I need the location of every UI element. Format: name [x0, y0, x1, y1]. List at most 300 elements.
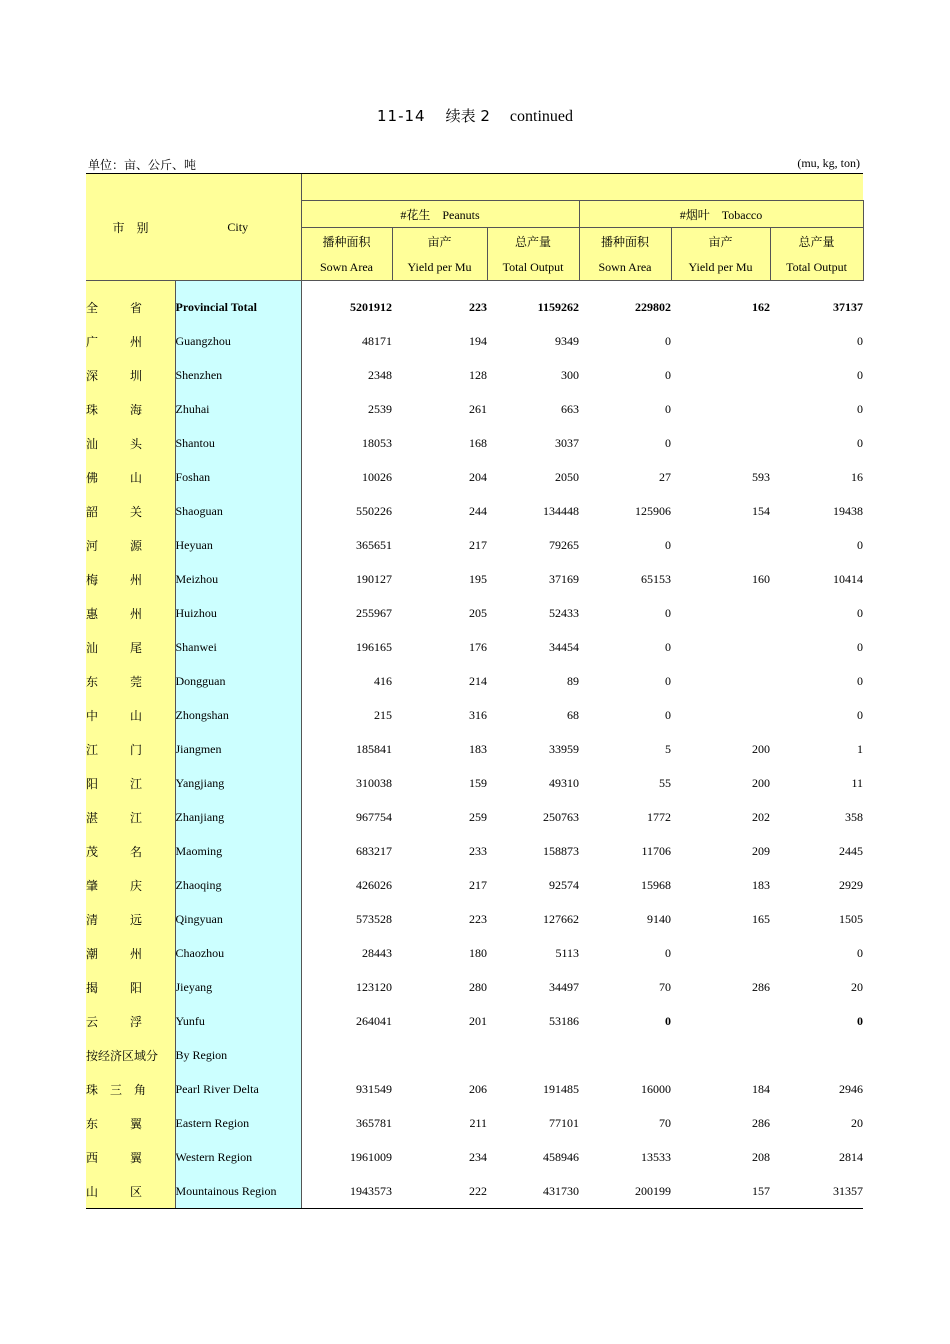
- value-cell: 9140: [647, 911, 671, 926]
- value-cell: 0: [665, 605, 671, 620]
- value-cell: 208: [752, 1149, 770, 1164]
- header-col-cn: 播种面积: [579, 228, 671, 255]
- table-row: [86, 290, 863, 324]
- row-name-cn-char: 莞: [130, 674, 143, 689]
- table-row: [86, 1038, 863, 1072]
- row-name-cn-char: 揭: [86, 980, 99, 995]
- value-cell: 168: [469, 435, 487, 450]
- row-name-cn-char: 清: [86, 912, 99, 927]
- table-row: [86, 358, 863, 392]
- value-cell: 0: [857, 673, 864, 688]
- header-col-cn: 亩产: [671, 228, 770, 255]
- header-col-cn: 总产量: [487, 228, 579, 255]
- row-name-en: Dongguan: [175, 664, 301, 698]
- value-cell: 255967: [301, 596, 392, 630]
- row-name-cn: [86, 868, 175, 902]
- row-name-cn: [86, 1140, 175, 1174]
- value-cell: 11706: [641, 843, 671, 858]
- value-cell: 0: [665, 537, 671, 552]
- row-name-cn-char: 东: [86, 674, 99, 689]
- row-name-en: Shenzhen: [175, 358, 301, 392]
- row-name-en: Guangzhou: [175, 324, 301, 358]
- row-name-en: Western Region: [175, 1140, 301, 1174]
- value-cell: 206: [469, 1081, 487, 1096]
- row-name-cn-char: 头: [130, 436, 143, 451]
- value-cell: 1943573: [301, 1174, 392, 1209]
- table-row: [86, 324, 863, 358]
- value-cell: 37137: [833, 299, 864, 314]
- value-cell: 0: [857, 1013, 864, 1028]
- value-cell: 931549: [301, 1072, 392, 1106]
- value-cell: 185841: [301, 732, 392, 766]
- row-name-cn: [86, 562, 175, 596]
- table-row: [86, 766, 863, 800]
- value-cell: 280: [469, 979, 487, 994]
- value-cell: 205: [469, 605, 487, 620]
- spacer-cell: [175, 281, 301, 291]
- value-cell: [671, 664, 770, 698]
- row-name-cn-char: 江: [130, 776, 143, 791]
- value-cell: 16000: [641, 1081, 671, 1096]
- row-name-cn-char: 湛: [86, 810, 99, 825]
- value-cell: [671, 596, 770, 630]
- row-name-cn: [86, 1174, 175, 1209]
- row-name-cn-char: 云: [86, 1014, 99, 1029]
- row-name-cn: [86, 290, 175, 324]
- value-cell: 1772: [647, 809, 671, 824]
- row-name-cn-char: 州: [130, 572, 143, 587]
- value-cell: 5201912: [301, 290, 392, 324]
- value-cell: 19438: [833, 503, 864, 518]
- value-cell: 261: [469, 401, 487, 416]
- spacer-cell: [301, 281, 863, 291]
- value-cell: 234: [469, 1149, 487, 1164]
- value-cell: 458946: [543, 1149, 579, 1164]
- value-cell: 28443: [301, 936, 392, 970]
- row-name-en: Eastern Region: [175, 1106, 301, 1140]
- value-cell: 365651: [301, 528, 392, 562]
- value-cell: [487, 1038, 579, 1072]
- row-name-cn-char: 深: [86, 368, 99, 383]
- value-cell: 123120: [301, 970, 392, 1004]
- value-cell: 16: [851, 469, 864, 484]
- value-cell: 300: [561, 367, 579, 382]
- value-cell: 20: [851, 979, 864, 994]
- value-cell: 0: [665, 333, 671, 348]
- value-cell: 0: [857, 945, 864, 960]
- row-name-cn-char: 西: [86, 1150, 99, 1165]
- row-name-cn-char: 佛: [86, 470, 99, 485]
- row-name-cn-char: 汕: [86, 436, 99, 451]
- value-cell: 159: [469, 775, 487, 790]
- row-name-cn-char: 庆: [130, 878, 143, 893]
- value-cell: 162: [752, 299, 770, 314]
- row-name-en: Jiangmen: [175, 732, 301, 766]
- value-cell: 125906: [635, 503, 671, 518]
- spacer-row: [86, 281, 863, 291]
- value-cell: 310038: [301, 766, 392, 800]
- table-row: [86, 528, 863, 562]
- row-name-cn: [86, 426, 175, 460]
- value-cell: 316: [469, 707, 487, 722]
- value-cell: 211: [469, 1115, 487, 1130]
- row-name-cn-char: 珠: [86, 402, 99, 417]
- row-name-cn: [86, 1106, 175, 1140]
- value-cell: 134448: [543, 503, 579, 518]
- value-cell: 264041: [301, 1004, 392, 1038]
- value-cell: 214: [469, 673, 487, 688]
- value-cell: 204: [469, 469, 487, 484]
- value-cell: 49310: [549, 775, 579, 790]
- value-cell: [671, 698, 770, 732]
- row-name-cn-char: 名: [130, 844, 143, 859]
- value-cell: 573528: [301, 902, 392, 936]
- row-name-en: By Region: [175, 1038, 301, 1072]
- unit-label-cn: 单位：亩、公斤、吨: [88, 158, 197, 172]
- value-cell: 128: [469, 367, 487, 382]
- value-cell: 0: [857, 333, 864, 348]
- value-cell: 11: [851, 775, 864, 790]
- value-cell: 10414: [833, 571, 864, 586]
- value-cell: 286: [752, 1115, 770, 1130]
- value-cell: 183: [752, 877, 770, 892]
- value-cell: 0: [665, 639, 671, 654]
- row-name-cn-char: 山: [130, 470, 143, 485]
- row-name-en: Jieyang: [175, 970, 301, 1004]
- value-cell: 1159262: [537, 299, 579, 314]
- table-row: [86, 800, 863, 834]
- value-cell: 2050: [555, 469, 579, 484]
- row-name-en: Maoming: [175, 834, 301, 868]
- row-name-en: Yangjiang: [175, 766, 301, 800]
- value-cell: 191485: [543, 1081, 579, 1096]
- row-name-cn-char: 州: [130, 606, 143, 621]
- table-row: [86, 562, 863, 596]
- value-cell: [671, 392, 770, 426]
- value-cell: 9349: [555, 333, 579, 348]
- value-cell: 33959: [549, 741, 579, 756]
- value-cell: 20: [851, 1115, 864, 1130]
- value-cell: [671, 630, 770, 664]
- row-name-cn-char: 阳: [86, 776, 99, 791]
- value-cell: 157: [671, 1174, 770, 1209]
- row-name-cn-char: 江: [130, 810, 143, 825]
- value-cell: 593: [752, 469, 770, 484]
- value-cell: 2946: [839, 1081, 864, 1096]
- value-cell: [671, 1004, 770, 1038]
- header-group-tobacco: #烟叶 Tobacco: [579, 201, 863, 228]
- value-cell: [671, 528, 770, 562]
- header-col-cn: 播种面积: [301, 228, 392, 255]
- row-name-cn-char: 源: [130, 538, 143, 553]
- row-name-cn: [86, 698, 175, 732]
- row-name-cn: [86, 460, 175, 494]
- row-name-cn: [86, 630, 175, 664]
- value-cell: 1: [857, 741, 864, 756]
- row-name-cn-char: 尾: [130, 640, 143, 655]
- row-name-cn-char: 河: [86, 538, 99, 553]
- value-cell: 200: [752, 775, 770, 790]
- row-name-cn-char: 珠: [86, 1082, 99, 1097]
- header-city-cn: 市 别: [86, 174, 175, 281]
- value-cell: 550226: [301, 494, 392, 528]
- table-row: [86, 630, 863, 664]
- row-name-en: Yunfu: [175, 1004, 301, 1038]
- row-name-cn: [86, 1072, 175, 1106]
- row-name-en: Zhuhai: [175, 392, 301, 426]
- row-name-cn-char: 广: [86, 334, 99, 349]
- table-title: [0, 105, 950, 126]
- value-cell: 160: [752, 571, 770, 586]
- value-cell: 68: [567, 707, 579, 722]
- value-cell: 1505: [839, 911, 864, 926]
- row-name-cn-char: 韶: [86, 504, 99, 519]
- row-name-cn: [86, 494, 175, 528]
- value-cell: 426026: [301, 868, 392, 902]
- title-cn: 续表 2: [445, 107, 490, 125]
- table-row: [86, 1106, 863, 1140]
- value-cell: 18053: [301, 426, 392, 460]
- value-cell: 53186: [549, 1013, 579, 1028]
- value-cell: 201: [469, 1013, 487, 1028]
- value-cell: 70: [659, 979, 671, 994]
- value-cell: 365781: [301, 1106, 392, 1140]
- value-cell: [671, 324, 770, 358]
- value-cell: 183: [469, 741, 487, 756]
- row-name-cn: [86, 324, 175, 358]
- value-cell: [671, 936, 770, 970]
- value-cell: 5: [665, 741, 671, 756]
- table-row: [86, 460, 863, 494]
- value-cell: 223: [469, 299, 487, 314]
- value-cell: 2814: [839, 1149, 864, 1164]
- table-row: [86, 426, 863, 460]
- row-name-cn: [86, 936, 175, 970]
- table-row: [86, 970, 863, 1004]
- row-name-cn-char: 东: [86, 1116, 99, 1131]
- row-name-en: Heyuan: [175, 528, 301, 562]
- spacer-cell: [86, 281, 175, 291]
- row-name-cn-char: 关: [130, 504, 143, 519]
- row-name-en: Zhanjiang: [175, 800, 301, 834]
- row-name-cn-char: 山: [86, 1184, 99, 1199]
- row-name-cn: [86, 902, 175, 936]
- value-cell: 2445: [839, 843, 864, 858]
- row-name-cn-char: 阳: [130, 980, 143, 995]
- row-name-cn-char: 茂: [86, 844, 99, 859]
- value-cell: 52433: [549, 605, 579, 620]
- value-cell: 217: [469, 537, 487, 552]
- row-name-cn: [86, 664, 175, 698]
- row-name-cn-char: 远: [130, 912, 143, 927]
- value-cell: 200: [752, 741, 770, 756]
- row-name-cn-char: 州: [130, 946, 143, 961]
- row-name-cn-char: 中: [86, 708, 99, 723]
- row-name-cn-char: 浮: [130, 1014, 143, 1029]
- value-cell: 154: [752, 503, 770, 518]
- value-cell: [579, 1038, 671, 1072]
- row-name-cn: [86, 834, 175, 868]
- value-cell: 0: [857, 537, 864, 552]
- table-row: [86, 834, 863, 868]
- row-name-cn-char: 汕: [86, 640, 99, 655]
- header-col-en: Total Output: [770, 254, 863, 281]
- row-name-en: Provincial Total: [175, 290, 301, 324]
- value-cell: 194: [469, 333, 487, 348]
- statistics-table: [86, 173, 864, 1209]
- row-name-en: Meizhou: [175, 562, 301, 596]
- row-name-cn: [86, 596, 175, 630]
- table-row: [86, 392, 863, 426]
- value-cell: 0: [857, 605, 864, 620]
- row-name-cn-char: 山: [130, 708, 143, 723]
- value-cell: 202: [752, 809, 770, 824]
- row-name-cn: [86, 766, 175, 800]
- value-cell: 10026: [301, 460, 392, 494]
- row-name-cn: [86, 1038, 175, 1072]
- header-col-en: Sown Area: [579, 254, 671, 281]
- table-number: 11-14: [377, 107, 426, 125]
- row-name-en: Shanwei: [175, 630, 301, 664]
- value-cell: 0: [857, 401, 864, 416]
- value-cell: 0: [857, 435, 864, 450]
- table-row: [86, 868, 863, 902]
- table-row: [86, 664, 863, 698]
- row-name-en: Huizhou: [175, 596, 301, 630]
- value-cell: 0: [665, 707, 671, 722]
- row-name-cn-char: 江: [86, 742, 99, 757]
- table-header: [86, 174, 863, 281]
- value-cell: 92574: [549, 877, 579, 892]
- value-cell: 215: [301, 698, 392, 732]
- value-cell: 31357: [770, 1174, 863, 1209]
- value-cell: [392, 1038, 487, 1072]
- header-group-peanuts: #花生 Peanuts: [301, 201, 579, 228]
- value-cell: 0: [665, 945, 671, 960]
- row-name-cn-char: 三: [110, 1082, 123, 1097]
- value-cell: 0: [665, 401, 671, 416]
- value-cell: 165: [752, 911, 770, 926]
- value-cell: [671, 358, 770, 392]
- value-cell: 77101: [549, 1115, 579, 1130]
- value-cell: [671, 426, 770, 460]
- header-col-en: Total Output: [487, 254, 579, 281]
- value-cell: 0: [665, 435, 671, 450]
- row-name-cn-char: 梅: [86, 572, 99, 587]
- value-cell: 1961009: [301, 1140, 392, 1174]
- table-row: [86, 1140, 863, 1174]
- value-cell: [301, 1038, 392, 1072]
- value-cell: 0: [665, 673, 671, 688]
- row-name-cn-char: 肇: [86, 878, 99, 893]
- table-body: [86, 281, 863, 1209]
- value-cell: [671, 1038, 770, 1072]
- row-name-cn-char: 区: [130, 1184, 143, 1199]
- value-cell: 967754: [301, 800, 392, 834]
- row-name-cn-char: 门: [130, 742, 143, 757]
- value-cell: 233: [469, 843, 487, 858]
- value-cell: 37169: [549, 571, 579, 586]
- unit-label-en: (mu, kg, ton): [797, 156, 860, 170]
- value-cell: 200199: [579, 1174, 671, 1209]
- row-name-cn-char: 角: [134, 1082, 147, 1097]
- value-cell: 358: [845, 809, 864, 824]
- row-name-cn: [86, 732, 175, 766]
- row-name-en: Qingyuan: [175, 902, 301, 936]
- row-name-cn-char: 潮: [86, 946, 99, 961]
- table-row: [86, 1004, 863, 1038]
- value-cell: 176: [469, 639, 487, 654]
- header-col-cn: 总产量: [770, 228, 863, 255]
- value-cell: 286: [752, 979, 770, 994]
- row-name-cn-char: 翼: [130, 1116, 143, 1131]
- value-cell: 34497: [549, 979, 579, 994]
- value-cell: 195: [469, 571, 487, 586]
- value-cell: 184: [752, 1081, 770, 1096]
- header-col-en: Yield per Mu: [392, 254, 487, 281]
- value-cell: 13533: [641, 1149, 671, 1164]
- value-cell: 0: [857, 707, 864, 722]
- value-cell: 2929: [839, 877, 864, 892]
- value-cell: 70: [659, 1115, 671, 1130]
- value-cell: 127662: [543, 911, 579, 926]
- value-cell: 223: [469, 911, 487, 926]
- row-name-cn-char: 海: [130, 402, 143, 417]
- value-cell: 0: [665, 1013, 671, 1028]
- row-name-cn: [86, 800, 175, 834]
- value-cell: 0: [857, 639, 864, 654]
- row-name-en: Foshan: [175, 460, 301, 494]
- value-cell: 196165: [301, 630, 392, 664]
- table-row: [86, 902, 863, 936]
- table-row: [86, 936, 863, 970]
- value-cell: 229802: [635, 299, 671, 314]
- row-name-cn: [86, 358, 175, 392]
- value-cell: 34454: [549, 639, 579, 654]
- value-cell: 222: [392, 1174, 487, 1209]
- value-cell: 158873: [543, 843, 579, 858]
- row-name-en: Pearl River Delta: [175, 1072, 301, 1106]
- row-name-cn-char: 州: [130, 334, 143, 349]
- value-cell: 217: [469, 877, 487, 892]
- value-cell: 89: [567, 673, 579, 688]
- table-row: [86, 698, 863, 732]
- table-row: [86, 494, 863, 528]
- value-cell: [770, 1038, 863, 1072]
- value-cell: 416: [301, 664, 392, 698]
- row-name-en: Zhongshan: [175, 698, 301, 732]
- table-row: [86, 596, 863, 630]
- row-name-en: Mountainous Region: [175, 1174, 301, 1209]
- value-cell: 0: [857, 367, 864, 382]
- value-cell: 3037: [555, 435, 579, 450]
- value-cell: 27: [659, 469, 671, 484]
- title-en: continued: [509, 108, 573, 125]
- table-row: [86, 1072, 863, 1106]
- value-cell: 663: [561, 401, 579, 416]
- row-name-cn: [86, 392, 175, 426]
- value-cell: 48171: [301, 324, 392, 358]
- value-cell: 65153: [641, 571, 671, 586]
- row-name-en: Shantou: [175, 426, 301, 460]
- value-cell: 180: [469, 945, 487, 960]
- row-name-cn-char: 全: [86, 300, 99, 315]
- row-name-en: Zhaoqing: [175, 868, 301, 902]
- row-name-cn: [86, 1004, 175, 1038]
- row-name-cn: [86, 970, 175, 1004]
- header-col-en: Sown Area: [301, 254, 392, 281]
- value-cell: 2348: [301, 358, 392, 392]
